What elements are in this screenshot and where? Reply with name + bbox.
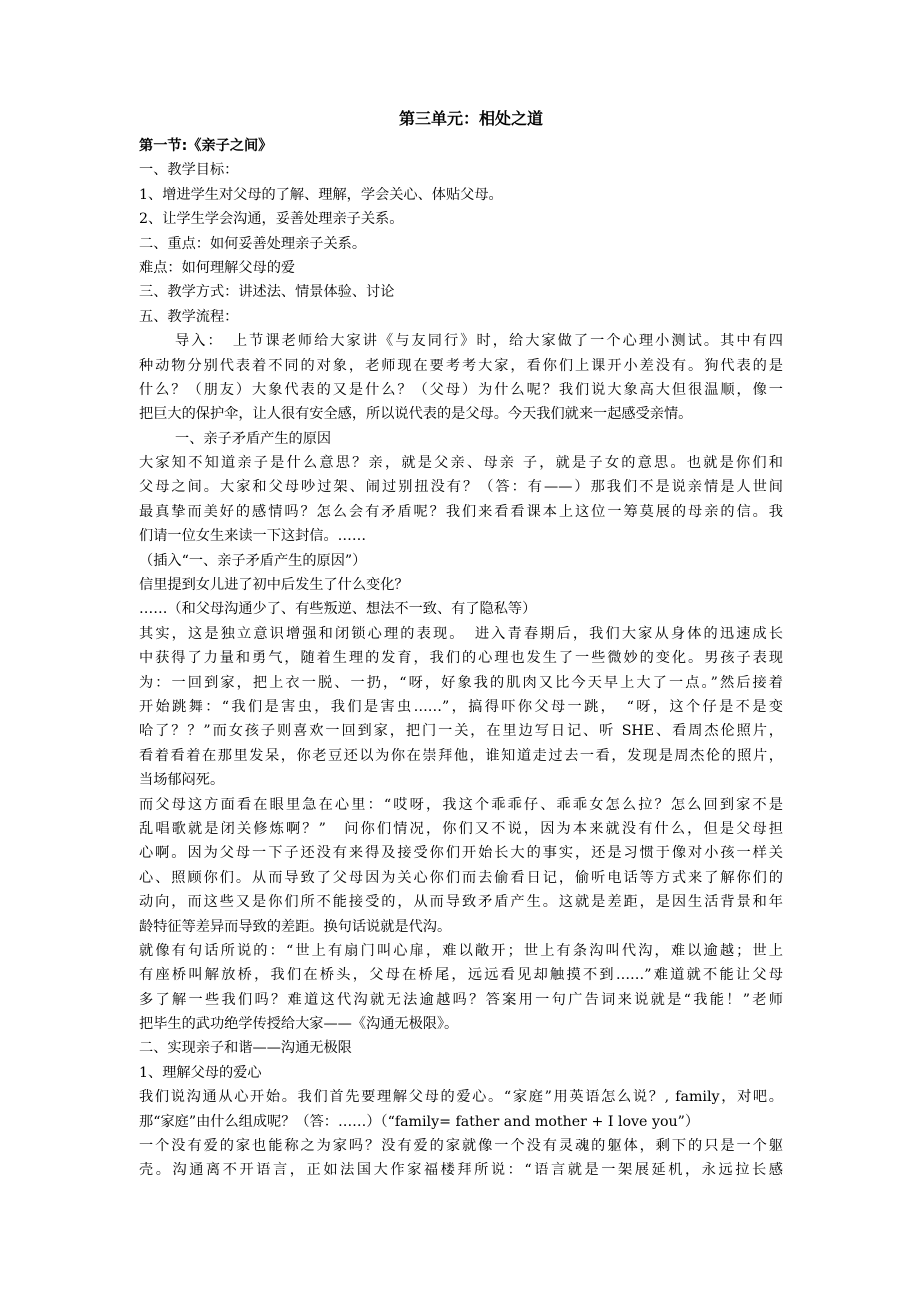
text-line: 1、理解父母的爱心	[139, 1064, 262, 1081]
text-line: 把毕生的武功绝学传授给大家——《沟通无极限》。	[139, 1016, 459, 1033]
text-line: 而父母这方面看在眼里急在心里：“哎呀，我这个乖乖仔、乖乖女怎么拉？怎么回到家不是	[139, 796, 783, 813]
text-line: 2、让学生学会沟通，妥善处理亲子关系。	[139, 211, 404, 228]
document-page	[139, 104, 783, 1183]
text-line: （插入“一、亲子矛盾产生的原因”）	[139, 552, 367, 569]
text-line: 为：一回到家，把上衣一脱、一扔，“呀，好象我的肌肉又比今天早上大了一点。”然后接着	[139, 674, 783, 691]
text-line: 乱唱歌就是闭关修炼啊？” 问你们情况，你们又不说，因为本来就没有什么，但是父母担	[139, 820, 783, 837]
text-line: 有座桥叫解放桥，我们在桥头，父母在桥尾，远远看见却触摸不到……”难道就不能让父母	[139, 967, 783, 984]
text-line: ……（和父母沟通少了、有些叛逆、想法不一致、有了隐私等）	[139, 601, 537, 618]
text-line: 三、教学方式：讲述法、情景体验、讨论	[139, 284, 395, 301]
text-line: 龄特征等差异而导致的差距。换句话说就是代沟。	[139, 918, 452, 935]
text-line: 二、实现亲子和谐——沟通无极限	[139, 1040, 352, 1057]
text-line: 动向，而这些又是你们所不能接受的，从而导致矛盾产生。这就是差距，是因生活背景和年	[139, 894, 783, 911]
text-line: 二、重点：如何妥善处理亲子关系。	[139, 235, 367, 252]
text-line: 难点：如何理解父母的爱	[139, 259, 296, 276]
text-line: 一个没有爱的家也能称之为家吗？没有爱的家就像一个没有灵魂的躯体，剩下的只是一个躯	[139, 1138, 783, 1155]
text-line: 壳。沟通离不开语言，正如法国大作家福楼拜所说：“语言就是一架展延机，永远拉长感	[139, 1162, 783, 1179]
text-line: 就像有句话所说的：“世上有扇门叫心扉，难以敞开；世上有条沟叫代沟，难以逾越；世上	[139, 942, 783, 959]
text-line: 们请一位女生来读一下这封信。……	[139, 528, 367, 545]
text-line: 大家知不知道亲子是什么意思？亲，就是父亲、母亲 子，就是子女的意思。也就是你们和	[139, 455, 783, 472]
text-line: 五、教学流程：	[139, 308, 239, 325]
text-line: 信里提到女儿进了初中后发生了什么变化？	[139, 577, 409, 594]
text-line: 一、亲子矛盾产生的原因	[175, 430, 332, 447]
text-line: 1、增进学生对父母的了解、理解，学会关心、体贴父母。	[139, 186, 503, 203]
document-body	[139, 134, 783, 1183]
text-line: 第一节:《亲子之间》	[139, 138, 273, 154]
text-line: 把巨大的保护伞，让人很有安全感，所以说代表的是父母。今天我们就来一起感受亲情。	[139, 406, 693, 423]
text-line: 那“家庭”由什么组成呢？（答：……）（“family= father and mother + I love you”）	[139, 1113, 700, 1130]
text-line: 导入： 上节课老师给大家讲《与友同行》时，给大家做了一个心理小测试。其中有四	[175, 333, 783, 350]
text-line: 看着看着在那里发呆，你老豆还以为你在崇拜他，谁知道走过去一看，发现是周杰伦的照片，	[139, 747, 783, 764]
text-line: 什么？（朋友）大象代表的又是什么？（父母）为什么呢？我们说大象高大但很温顺，像一	[139, 381, 783, 398]
text-line: 心、照顾你们。从而导致了父母因为关心你们而去偷看日记，偷听电话等方式来了解你们的	[139, 869, 783, 886]
text-line: 开始跳舞：“我们是害虫，我们是害虫……”，搞得吓你父母一跳， “呀，这个仔是不是变	[139, 698, 783, 715]
document-title: 第三单元：相处之道	[398, 109, 543, 128]
text-line: 一、教学目标：	[139, 162, 239, 179]
text-line: 种动物分别代表着不同的对象，老师现在要考考大家，看你们上课开小差没有。狗代表的是	[139, 357, 783, 374]
text-line: 哈了？？”而女孩子则喜欢一回到家，把门一关，在里边写日记、听 SHE、看周杰伦照片，	[139, 723, 783, 740]
text-line: 父母之间。大家和父母吵过架、闹过别扭没有？（答：有——）那我们不是说亲情是人世间	[139, 479, 783, 496]
text-line: 中获得了力量和勇气，随着生理的发育，我们的心理也发生了一些微妙的变化。男孩子表现	[139, 650, 783, 667]
text-line: 其实，这是独立意识增强和闭锁心理的表现。 进入青春期后，我们大家从身体的迅速成长	[139, 625, 783, 642]
text-line: 最真挚而美好的感情吗？怎么会有矛盾呢？我们来看看课本上这位一筹莫展的母亲的信。我	[139, 503, 783, 520]
text-line: 当场郁闷死。	[139, 772, 225, 789]
text-line: 我们说沟通从心开始。我们首先要理解父母的爱心。“家庭”用英语怎么说？, family，对吧。	[139, 1089, 783, 1106]
text-line: 多了解一些我们吗？难道这代沟就无法逾越吗？答案用一句广告词来说就是“我能！”老师	[139, 991, 783, 1008]
text-line: 心啊。因为父母一下子还没有来得及接受你们开始长大的事实，还是习惯于像对小孩一样关	[139, 845, 783, 862]
